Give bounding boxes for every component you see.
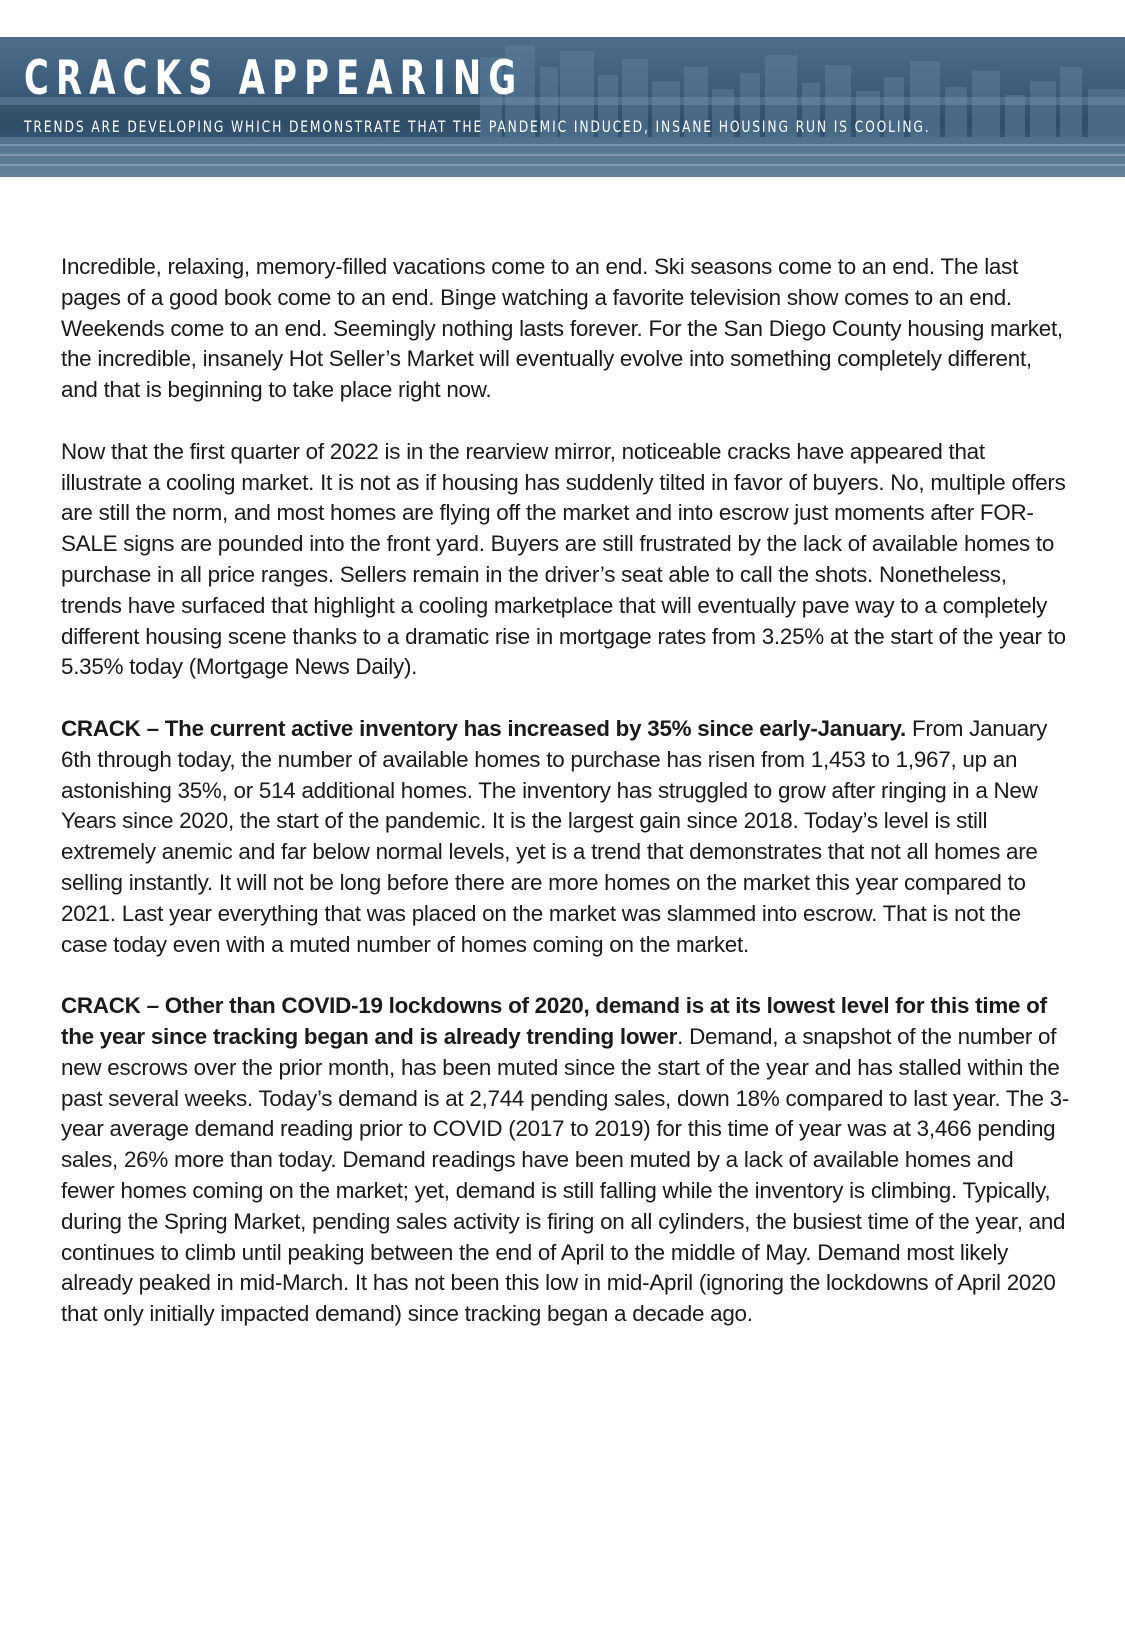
page-subtitle: TRENDS ARE DEVELOPING WHICH DEMONSTRATE THAT THE PANDEMIC INDUCED, INSANE HOUSING RUN IS COOLING. [24, 117, 931, 136]
paragraph-crack-inventory [61, 714, 1071, 960]
crack-inventory-text: From January 6th through today, the number of available homes to purchase has risen from 1,453 to 1,967, up an astonishing 35%, or 514 additional homes. The inventory has struggled to grow after ringing in a New Years since 2020, the start of the pandemic. It is the largest gain since 2018. Today’s level is still extremely anemic and far below normal levels, yet is a trend that demonstrates that not all homes are selling instantly. It will not be long before there are more homes on the market this year compared to 2021. Last year everything that was placed on the market was slammed into escrow. That is not the case today even with a muted number of homes coming on the market. [61, 715, 1048, 957]
crack-inventory-heading: CRACK – The current active inventory has increased by 35% since early-January. [61, 715, 906, 741]
paragraph-intro: Incredible, relaxing, memory-filled vacations come to an end. Ski seasons come to an end. The last pages of a good book come to an end. Binge watching a favorite television show comes to an end. Weekends come to an end. Seemingly nothing lasts forever. For the San Diego County housing market, the incredible, insanely Hot Seller’s Market will eventually evolve into something completely different, and that is beginning to take place right now. [61, 254, 1063, 403]
paragraph-first-quarter: Now that the first quarter of 2022 is in the rearview mirror, noticeable cracks have appeared that illustrate a cooling market. It is not as if housing has suddenly tilted in favor of buyers. No, multiple offers are still the norm, and most homes are flying off the market and into escrow just moments after FOR-SALE signs are pounded into the front yard. Buyers are still frustrated by the lack of available homes to purchase in all price ranges. Sellers remain in the driver’s seat able to call the shots. Nonetheless, trends have surfaced that highlight a cooling marketplace that will eventually pave way to a completely different housing scene thanks to a dramatic rise in mortgage rates from 3.25% at the start of the year to 5.35% today (Mortgage News Daily). [61, 438, 1066, 680]
crack-demand-heading: CRACK – Other than COVID-19 lockdowns of 2020, demand is at its lowest level for this time of the year since tracking began and is already trending lower [61, 993, 1047, 1049]
header-banner [0, 37, 1125, 177]
paragraph-crack-demand [61, 991, 1071, 1330]
crack-demand-text: . Demand, a snapshot of the number of new escrows over the prior month, has been muted since the start of the year and has stalled within the past several weeks. Today’s demand is at 2,744 pending sales, down 18% compared to last year. The 3-year average demand reading prior to COVID (2017 to 2019) for this time of year was at 3,466 pending sales, 26% more than today. Demand readings have been muted by a lack of available homes and fewer homes coming on the market; yet, demand is still falling while the inventory is climbing. Typically, during the Spring Market, pending sales activity is firing on all cylinders, the busiest time of the year, and continues to climb until peaking between the end of April to the middle of May. Demand most likely already peaked in mid-March. It has not been this low in mid-April (ignoring the lockdowns of April 2020 that only initially impacted demand) since tracking began a decade ago. [61, 1023, 1070, 1327]
article-body [61, 252, 1071, 1361]
page-title: CRACKS APPEARING [24, 51, 524, 106]
